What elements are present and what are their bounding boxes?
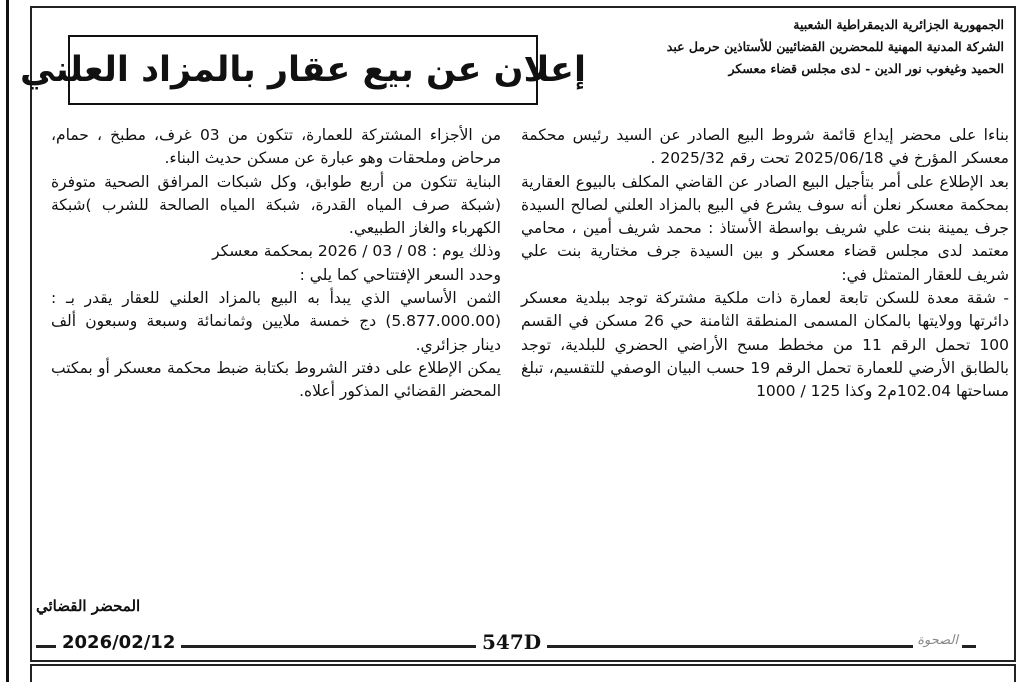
issuer-header [524, 14, 1004, 80]
footer-bar [36, 627, 976, 657]
paragraph: - شقة معدة للسكن تابعة لعمارة ذات ملكية مشتركة توجد ببلدية معسكر دائرتها وولايتها بالمكان المسمى المنطقة الثامنة حي 26 مسكن في القسم 100 تحمل الرقم 11 من مخطط مسح الأراضي الحضري للبلدية، توجد بالطابق الأرضي للعمارة تحمل الرقم 19 حسب البيان الوصفي للتقسيم، تبلغ مساحتها 102.04م2 وكذا 125 / 1000 [521, 289, 1009, 401]
newspaper-logo: الصحوة [913, 633, 962, 648]
paragraph: وذلك يوم : 08 / 03 / 2026 بمحكمة معسكر [212, 242, 501, 261]
paragraph: بعد الإطلاع على أمر بتأجيل البيع الصادر عن القاضي المكلف بالبيوع العقارية بمحكمة معسكر نعلن أنه سوف يشرع في البيع بالمزاد العلني لصالح السيدة جرف يمينة بنت علي شريف بواسطة الأستاذ : محمد شريف أمين ، محامي معتمد لدى مجلس قضاء معسكر و بين السيدة جرف مختارية بنت علي شريف للعقار المتمثل في: [521, 172, 1009, 284]
paragraph: وحدد السعر الإفتتاحي كما يلي : [299, 265, 501, 284]
ad-code: 547D [476, 630, 547, 654]
right-text-column [521, 124, 1009, 404]
announcement-title [20, 35, 586, 105]
paragraph: الثمن الأساسي الذي يبدأ به البيع بالمزاد العلني للعقار يقدر بـ : (5.877.000.00) دج خمسة ملايين وثمانمائة وسبعة وسبعون ألف دينار جزائري. [51, 289, 501, 354]
paragraph: بناءا على محضر إيداع قائمة شروط البيع الصادر عن السيد رئيس محكمة معسكر المؤرخ في 2025/06/18 تحت رقم 2025/32 . [521, 126, 1009, 168]
header-line: الحميد وغيغوب نور الدين - لدى مجلس قضاء معسكر [728, 61, 1004, 76]
next-ad-border [30, 664, 1016, 682]
publication-date: 2026/02/12 [56, 632, 181, 653]
header-line: الشركة المدنية المهنية للمحضرين القضائيين للأستاذين حرمل عبد [666, 39, 1004, 54]
announcement-title-text: إعلان عن بيع عقار بالمزاد العلني [20, 50, 586, 90]
signature: المحضر القضائي [36, 597, 141, 615]
paragraph: يمكن الإطلاع على دفتر الشروط بكتابة ضبط محكمة معسكر أو بمكتب المحضر القضائي المذكور أعلاه. [51, 358, 501, 401]
paragraph: من الأجزاء المشتركة للعمارة، تتكون من 03 غرف، مطبخ ، حمام، مرحاض وملحقات وهو عبارة عن مسكن حديث البناء. [51, 126, 501, 168]
header-line: الجمهورية الجزائرية الديمقراطية الشعبية [793, 17, 1004, 32]
left-text-column [51, 124, 501, 404]
page-edge-rule [6, 0, 9, 682]
paragraph: البناية تتكون من أربع طوابق، وكل شبكات المرافق الصحية متوفرة (شبكة صرف المياه القدرة، شبكة المياه الصالحة للشرب )شبكة الكهرباء والغاز الطبيعي. [51, 172, 501, 238]
